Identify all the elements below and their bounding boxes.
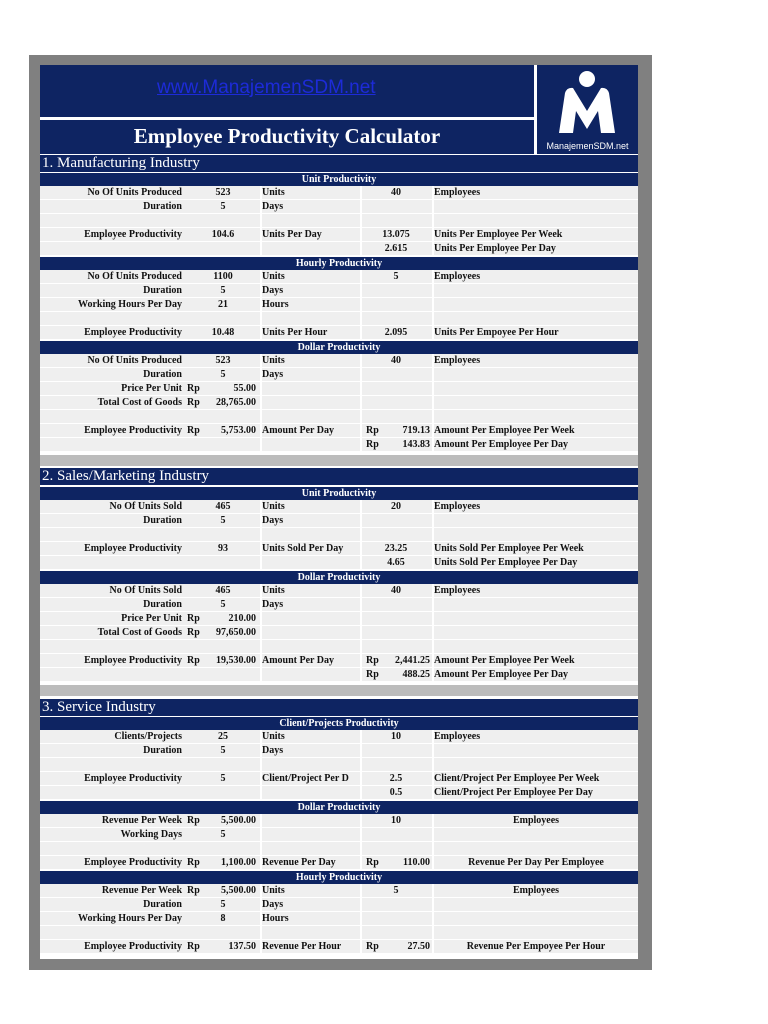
table-row	[40, 368, 638, 382]
table-row	[40, 814, 638, 828]
cell-bg	[262, 828, 360, 841]
unit-label: Days	[262, 201, 284, 212]
row-label: Employee Productivity	[84, 857, 182, 868]
currency-label: Rp	[366, 655, 379, 666]
cell-bg	[362, 312, 432, 325]
cell-bg	[434, 758, 638, 771]
cell-bg	[362, 410, 432, 423]
cell-bg	[434, 926, 638, 939]
cell-bg	[262, 556, 360, 569]
section-header	[40, 699, 638, 716]
row-label: Revenue Per Week	[101, 815, 182, 826]
cell-bg	[362, 298, 432, 311]
row-label: Employee Productivity	[84, 655, 182, 666]
cell-bg	[262, 626, 360, 639]
result-value: 2.5	[389, 773, 403, 784]
input-value[interactable]: 97,650.00	[216, 627, 256, 638]
row-label: Employee Productivity	[84, 543, 182, 554]
cell-bg	[434, 598, 638, 611]
row-label: Duration	[143, 369, 182, 380]
table-row	[40, 528, 638, 542]
cell-bg	[262, 410, 360, 423]
unit-label: Days	[262, 285, 284, 296]
table-row	[40, 828, 638, 842]
unit-label: Amount Per Day	[262, 425, 335, 436]
block-header	[40, 257, 638, 270]
cell-bg	[434, 640, 638, 653]
result-description: Revenue Per Empoyee Per Hour	[466, 941, 606, 952]
result-description: Units Per Employee Per Day	[434, 243, 556, 254]
cell-bg	[262, 668, 360, 681]
result-description: Employees	[512, 885, 560, 896]
block-header	[40, 871, 638, 884]
cell-bg	[40, 786, 260, 799]
result-description: Amount Per Employee Per Day	[434, 669, 569, 680]
cell-bg	[362, 214, 432, 227]
table-row	[40, 884, 638, 898]
unit-label: Hours	[262, 299, 289, 310]
table-row	[40, 598, 638, 612]
block-header	[40, 571, 638, 584]
input-value[interactable]: 210.00	[228, 613, 256, 624]
cell-bg	[262, 528, 360, 541]
result-description: Client/Project Per Employee Per Day	[434, 787, 593, 798]
table-row	[40, 270, 638, 284]
cell-bg	[40, 668, 260, 681]
input-value[interactable]: 104.6	[211, 229, 235, 240]
block-title: Dollar Productivity	[297, 342, 381, 353]
cell-bg	[434, 298, 638, 311]
table-row	[40, 438, 638, 452]
unit-label: Units Per Hour	[262, 327, 328, 338]
table-row	[40, 856, 638, 870]
cell-bg	[40, 640, 260, 653]
input-value[interactable]: 28,765.00	[216, 397, 256, 408]
table-row	[40, 842, 638, 856]
cell-bg	[40, 438, 260, 451]
result-value: 23.25	[384, 543, 408, 554]
cell-bg	[40, 528, 260, 541]
currency-label: Rp	[187, 941, 200, 952]
unit-label: Units	[262, 885, 285, 896]
table-row	[40, 640, 638, 654]
result-value: 143.83	[402, 439, 430, 450]
result-value: 13.075	[382, 229, 410, 240]
table-row	[40, 898, 638, 912]
table-row	[40, 242, 638, 256]
cell-bg	[262, 842, 360, 855]
block-header	[40, 341, 638, 354]
row-label: Employee Productivity	[84, 229, 182, 240]
row-label: Employee Productivity	[84, 425, 182, 436]
block-title: Hourly Productivity	[295, 258, 383, 269]
spreadsheet	[40, 65, 638, 959]
result-value: 5	[393, 885, 399, 896]
cell-bg	[362, 200, 432, 213]
row-label: No Of Units Produced	[87, 355, 182, 366]
currency-label: Rp	[187, 815, 200, 826]
input-value[interactable]: 1,100.00	[221, 857, 256, 868]
row-label: Duration	[143, 515, 182, 526]
result-value: 719.13	[402, 425, 430, 436]
input-value[interactable]: 8	[220, 913, 226, 924]
result-description: Employees	[434, 187, 481, 198]
cell-bg	[362, 898, 432, 911]
section-title: 2. Sales/Marketing Industry	[42, 468, 210, 484]
cell-bg	[434, 612, 638, 625]
table-row	[40, 424, 638, 438]
result-description: Employees	[434, 501, 481, 512]
cell-bg	[434, 284, 638, 297]
result-description: Revenue Per Day Per Employee	[468, 857, 604, 868]
cell-bg	[40, 842, 260, 855]
result-value: 27.50	[407, 941, 430, 952]
block-title: Unit Productivity	[301, 174, 377, 185]
currency-label: Rp	[366, 439, 379, 450]
result-description: Units Per Empoyee Per Hour	[434, 327, 559, 338]
row-label: No Of Units Produced	[87, 271, 182, 282]
logo	[537, 65, 638, 154]
row-label: Clients/Projects	[114, 731, 182, 742]
input-value[interactable]: 465	[215, 585, 231, 596]
currency-label: Rp	[366, 669, 379, 680]
cell-bg	[434, 842, 638, 855]
cell-bg	[434, 626, 638, 639]
cell-bg	[362, 926, 432, 939]
cell-bg	[262, 214, 360, 227]
cell-bg	[362, 598, 432, 611]
table-row	[40, 396, 638, 410]
row-label: Total Cost of Goods	[97, 397, 182, 408]
block-header	[40, 487, 638, 500]
input-value[interactable]: 5	[220, 369, 226, 380]
result-description: Client/Project Per Employee Per Week	[434, 773, 600, 784]
cell-bg	[362, 912, 432, 925]
unit-label: Units	[262, 501, 285, 512]
table-row	[40, 556, 638, 570]
table-row	[40, 626, 638, 640]
table-row	[40, 410, 638, 424]
result-description: Units Sold Per Employee Per Day	[434, 557, 578, 568]
header-url-cell	[40, 65, 534, 117]
cell-bg	[434, 744, 638, 757]
cell-bg	[362, 382, 432, 395]
input-value[interactable]: 25	[218, 731, 228, 742]
cell-bg	[434, 382, 638, 395]
unit-label: Hours	[262, 913, 289, 924]
cell-bg	[362, 828, 432, 841]
table-row	[40, 284, 638, 298]
input-value[interactable]: 465	[215, 501, 231, 512]
row-label: Working Hours Per Day	[78, 299, 182, 310]
cell-bg	[362, 758, 432, 771]
section-header	[40, 155, 638, 172]
result-value: 2.095	[384, 327, 408, 338]
cell-bg	[40, 312, 260, 325]
unit-label: Units	[262, 731, 285, 742]
cell-bg	[362, 368, 432, 381]
row-label: Duration	[143, 285, 182, 296]
result-description: Employees	[512, 815, 560, 826]
unit-label: Client/Project Per D	[262, 773, 349, 784]
currency-label: Rp	[366, 857, 379, 868]
cell-bg	[434, 514, 638, 527]
table-row	[40, 744, 638, 758]
currency-label: Rp	[187, 397, 200, 408]
cell-bg	[262, 926, 360, 939]
section-title: 1. Manufacturing Industry	[42, 155, 200, 171]
cell-bg	[40, 214, 260, 227]
result-description: Units Per Employee Per Week	[434, 229, 563, 240]
table-row	[40, 354, 638, 368]
cell-bg	[434, 410, 638, 423]
cell-bg	[362, 612, 432, 625]
currency-label: Rp	[187, 425, 200, 436]
unit-label: Units	[262, 355, 285, 366]
result-value: 2.615	[384, 243, 408, 254]
cell-bg	[362, 744, 432, 757]
cell-bg	[262, 438, 360, 451]
input-value[interactable]: 5	[220, 745, 226, 756]
unit-label: Days	[262, 745, 284, 756]
row-label: Duration	[143, 201, 182, 212]
cell-bg	[262, 640, 360, 653]
unit-label: Units	[262, 585, 285, 596]
result-description: Employees	[434, 585, 481, 596]
row-label: Working Days	[120, 829, 182, 840]
row-label: Employee Productivity	[84, 327, 182, 338]
row-label: Price Per Unit	[121, 613, 182, 624]
cell-bg	[262, 786, 360, 799]
cell-bg	[434, 368, 638, 381]
cell-bg	[40, 758, 260, 771]
block-header	[40, 173, 638, 186]
row-label: Duration	[143, 745, 182, 756]
input-value[interactable]: 5	[220, 773, 226, 784]
cell-bg	[262, 382, 360, 395]
table-row	[40, 312, 638, 326]
row-label: Duration	[143, 899, 182, 910]
block-title: Client/Projects Productivity	[279, 718, 399, 729]
row-label: Revenue Per Week	[101, 885, 182, 896]
input-value[interactable]: 523	[215, 187, 231, 198]
cell-bg	[434, 312, 638, 325]
row-label: No Of Units Sold	[109, 501, 182, 512]
currency-label: Rp	[366, 425, 379, 436]
unit-label: Units Sold Per Day	[262, 543, 344, 554]
cell-bg	[434, 528, 638, 541]
section-title: 3. Service Industry	[42, 699, 156, 715]
input-value[interactable]: 5	[220, 515, 226, 526]
result-value: 10	[391, 815, 401, 826]
cell-bg	[434, 396, 638, 409]
table-row	[40, 772, 638, 786]
website-link[interactable]: www.ManajemenSDM.net	[157, 77, 376, 98]
result-description: Amount Per Employee Per Week	[434, 425, 575, 436]
result-value: 4.65	[387, 557, 405, 568]
cell-bg	[362, 284, 432, 297]
block-title: Unit Productivity	[301, 488, 377, 499]
unit-label: Revenue Per Day	[262, 857, 336, 868]
page-title: Employee Productivity Calculator	[133, 124, 441, 148]
row-label: Employee Productivity	[84, 773, 182, 784]
cell-bg	[434, 200, 638, 213]
table-row	[40, 382, 638, 396]
cell-bg	[434, 912, 638, 925]
table-row	[40, 584, 638, 598]
table-row	[40, 926, 638, 940]
row-label: Duration	[143, 599, 182, 610]
cell-bg	[434, 898, 638, 911]
cell-bg	[434, 214, 638, 227]
currency-label: Rp	[366, 941, 379, 952]
cell-bg	[262, 396, 360, 409]
table-row	[40, 654, 638, 668]
block-header	[40, 801, 638, 814]
input-value[interactable]: 19,530.00	[216, 655, 256, 666]
currency-label: Rp	[187, 885, 200, 896]
result-value: 0.5	[389, 787, 403, 798]
currency-label: Rp	[187, 613, 200, 624]
table-row	[40, 186, 638, 200]
input-value[interactable]: 21	[218, 299, 228, 310]
cell-bg	[362, 626, 432, 639]
unit-label: Units	[262, 271, 285, 282]
header-title-cell	[40, 120, 534, 154]
cell-bg	[40, 926, 260, 939]
table-row	[40, 200, 638, 214]
currency-label: Rp	[187, 857, 200, 868]
input-value[interactable]: 5	[220, 201, 226, 212]
table-row	[40, 786, 638, 800]
row-label: Employee Productivity	[84, 941, 182, 952]
result-value: 40	[391, 355, 401, 366]
cell-bg	[362, 514, 432, 527]
block-header	[40, 717, 638, 730]
input-value[interactable]: 5	[220, 829, 226, 840]
table-row	[40, 500, 638, 514]
result-value: 20	[391, 501, 401, 512]
input-value[interactable]: 523	[215, 355, 231, 366]
section-separator	[40, 455, 638, 466]
row-label: Total Cost of Goods	[97, 627, 182, 638]
table-row	[40, 612, 638, 626]
input-value[interactable]: 5	[220, 285, 226, 296]
section-header	[40, 468, 638, 485]
block-title: Hourly Productivity	[295, 872, 383, 883]
cell-bg	[262, 312, 360, 325]
input-value[interactable]: 10.48	[211, 327, 235, 338]
table-row	[40, 940, 638, 954]
cell-bg	[40, 556, 260, 569]
table-row	[40, 214, 638, 228]
person-logo-icon	[555, 69, 619, 139]
result-value: 488.25	[402, 669, 430, 680]
input-value[interactable]: 5,500.00	[221, 815, 256, 826]
table-row	[40, 228, 638, 242]
table-row	[40, 542, 638, 556]
cell-bg	[262, 612, 360, 625]
block-title: Dollar Productivity	[297, 572, 381, 583]
cell-bg	[362, 396, 432, 409]
table-row	[40, 326, 638, 340]
row-label: No Of Units Sold	[109, 585, 182, 596]
table-row	[40, 758, 638, 772]
cell-bg	[362, 528, 432, 541]
result-description: Employees	[434, 731, 481, 742]
result-description: Employees	[434, 271, 481, 282]
cell-bg	[362, 842, 432, 855]
unit-label: Revenue Per Hour	[262, 941, 342, 952]
result-value: 2,441.25	[395, 655, 430, 666]
cell-bg	[434, 828, 638, 841]
table-row	[40, 668, 638, 682]
unit-label: Units	[262, 187, 285, 198]
input-value[interactable]: 55.00	[233, 383, 256, 394]
row-label: No Of Units Produced	[87, 187, 182, 198]
result-description: Amount Per Employee Per Week	[434, 655, 575, 666]
cell-bg	[262, 814, 360, 827]
result-value: 40	[391, 187, 401, 198]
section-separator	[40, 685, 638, 696]
result-description: Units Sold Per Employee Per Week	[434, 543, 584, 554]
unit-label: Days	[262, 599, 284, 610]
table-row	[40, 514, 638, 528]
result-value: 40	[391, 585, 401, 596]
input-value[interactable]: 5	[220, 599, 226, 610]
cell-bg	[262, 242, 360, 255]
result-description: Employees	[434, 355, 481, 366]
unit-label: Units Per Day	[262, 229, 322, 240]
block-title: Dollar Productivity	[297, 802, 381, 813]
cell-bg	[40, 242, 260, 255]
unit-label: Days	[262, 515, 284, 526]
row-label: Price Per Unit	[121, 383, 182, 394]
result-value: 5	[393, 271, 399, 282]
row-label: Working Hours Per Day	[78, 913, 182, 924]
currency-label: Rp	[187, 655, 200, 666]
table-row	[40, 298, 638, 312]
table-row	[40, 912, 638, 926]
cell-bg	[362, 640, 432, 653]
input-value[interactable]: 5	[220, 899, 226, 910]
header	[40, 65, 638, 154]
input-value[interactable]: 93	[218, 543, 228, 554]
unit-label: Days	[262, 899, 284, 910]
unit-label: Days	[262, 369, 284, 380]
input-value[interactable]: 5,500.00	[221, 885, 256, 896]
cell-bg	[262, 758, 360, 771]
logo-caption: ManajemenSDM.net	[546, 141, 629, 151]
unit-label: Amount Per Day	[262, 655, 335, 666]
input-value[interactable]: 5,753.00	[221, 425, 256, 436]
result-value: 110.00	[403, 857, 430, 868]
result-description: Amount Per Employee Per Day	[434, 439, 569, 450]
table-row	[40, 730, 638, 744]
currency-label: Rp	[187, 383, 200, 394]
input-value[interactable]: 137.50	[228, 941, 256, 952]
cell-bg	[40, 410, 260, 423]
result-value: 10	[391, 731, 401, 742]
currency-label: Rp	[187, 627, 200, 638]
input-value[interactable]: 1100	[213, 271, 233, 282]
